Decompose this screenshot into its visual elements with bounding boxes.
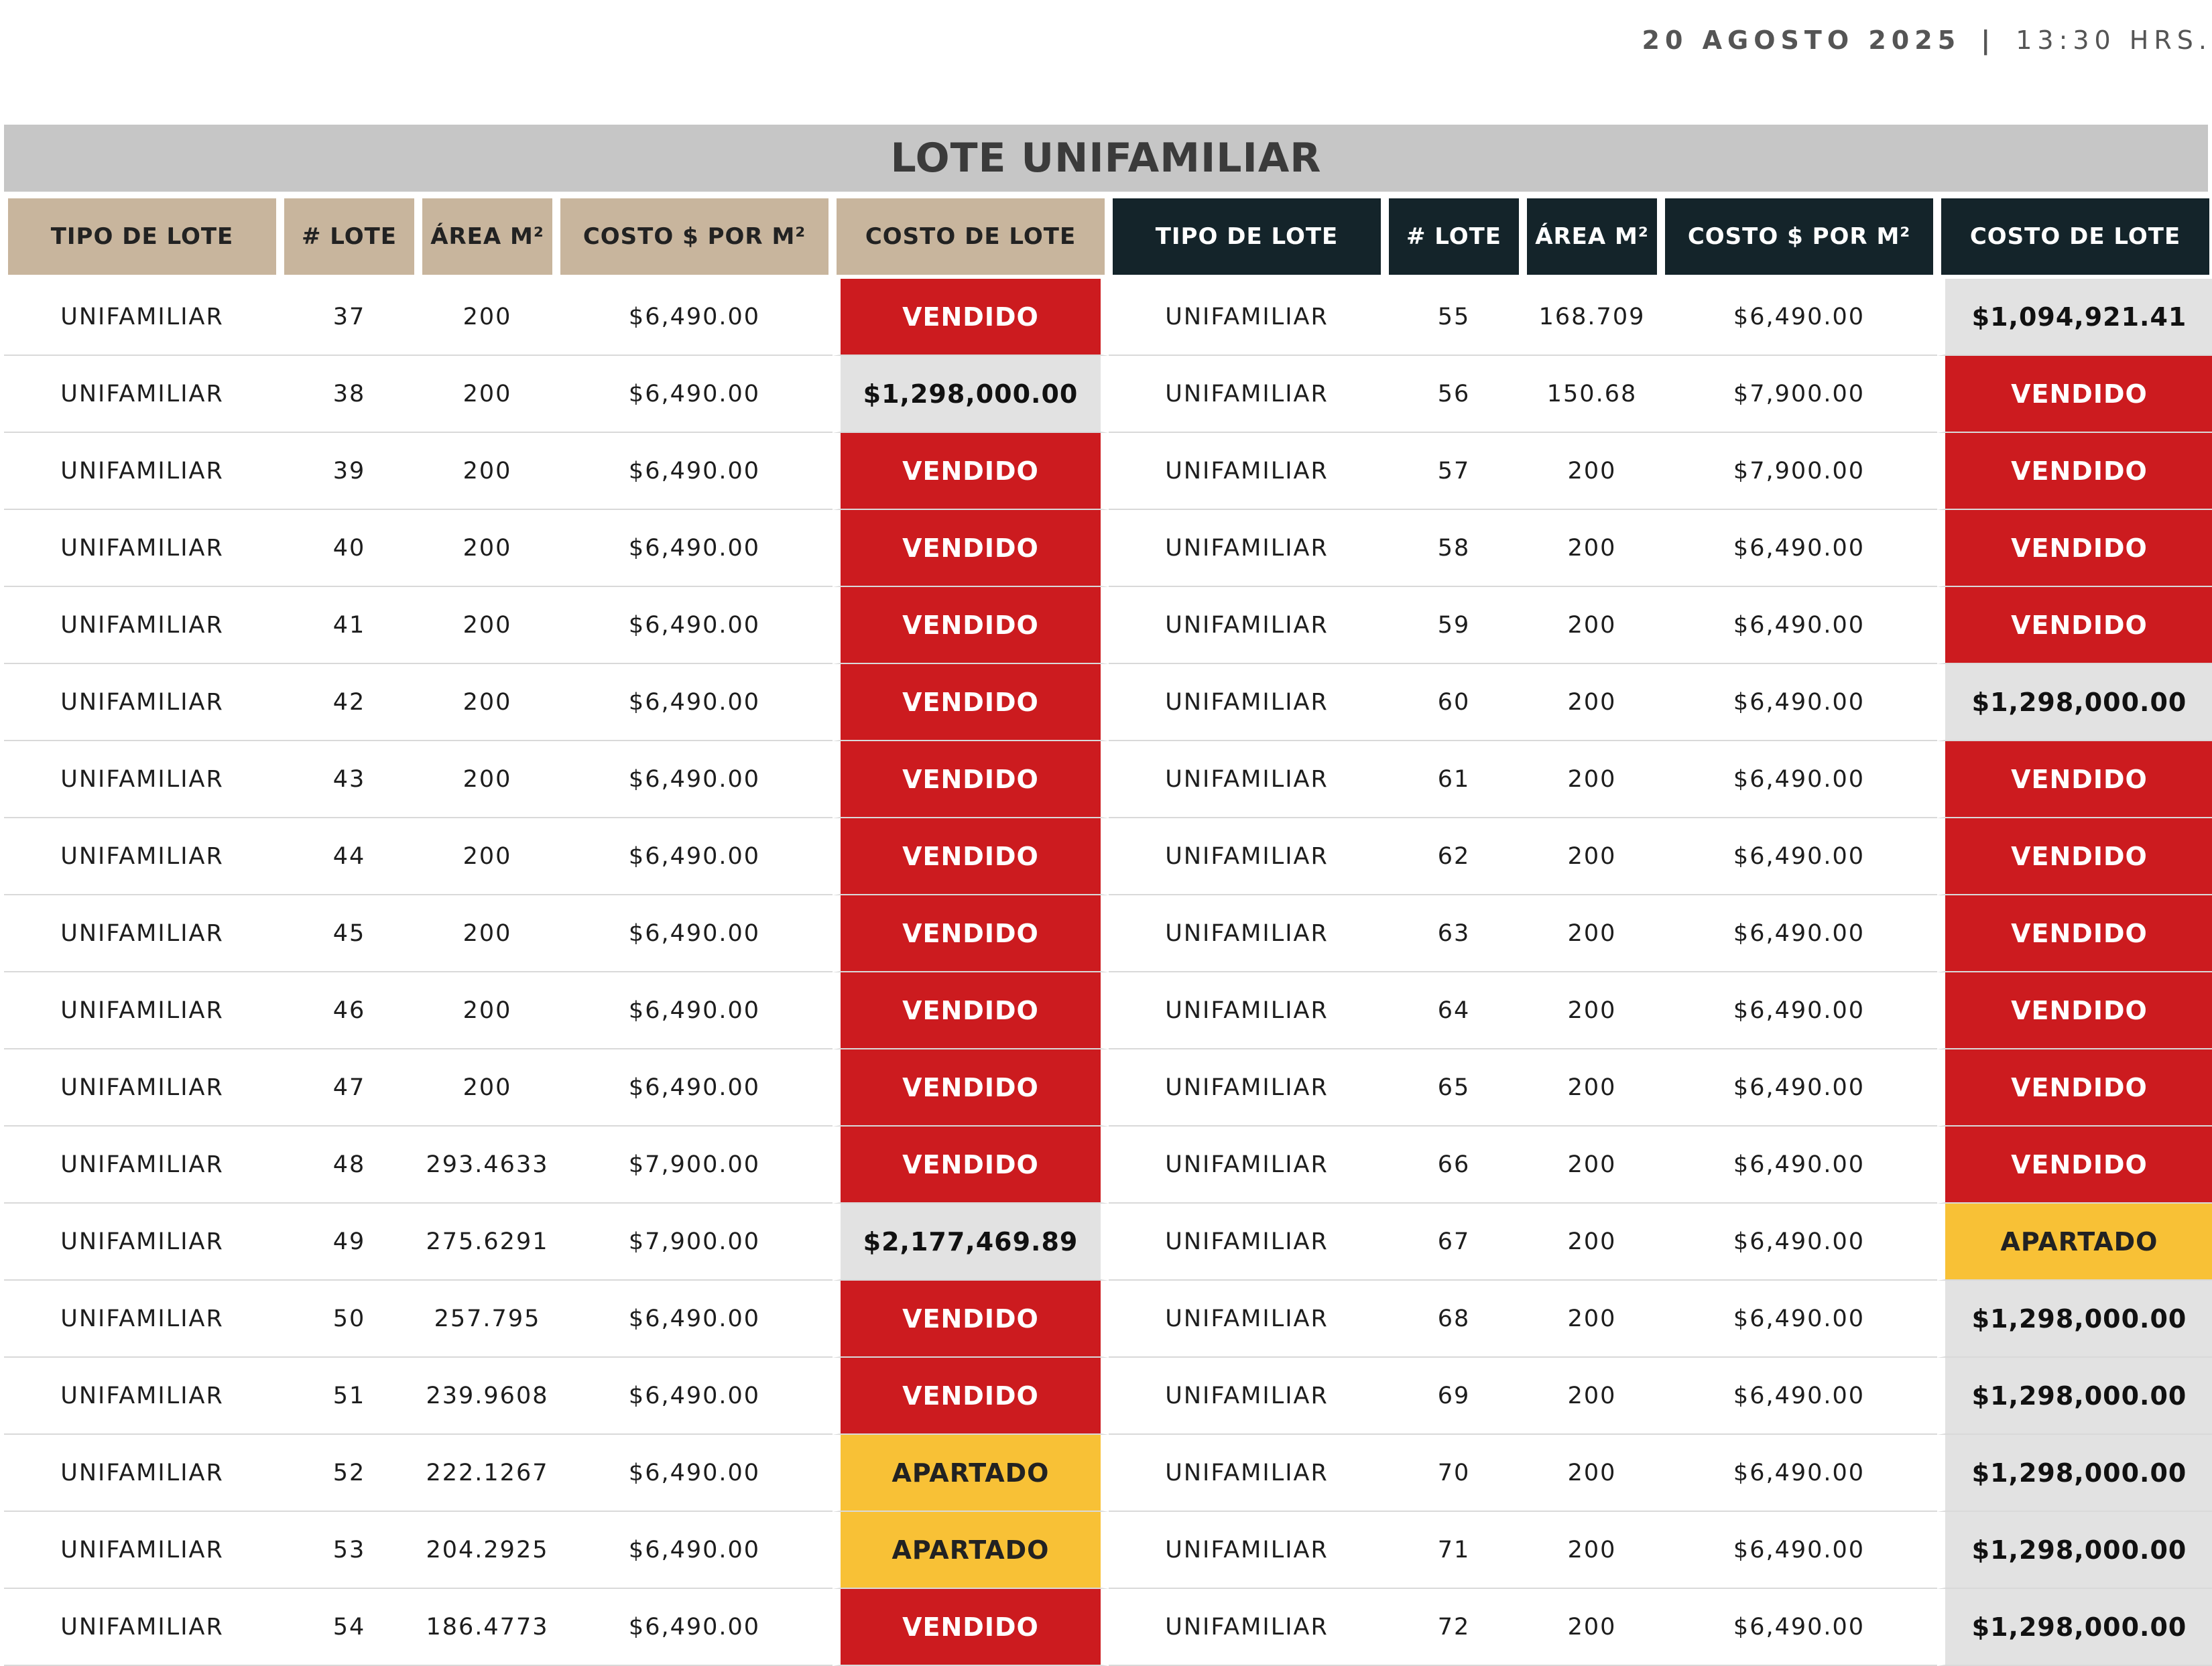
lot-area-cell: 200 bbox=[1523, 1589, 1661, 1666]
lot-area-cell: 150.68 bbox=[1523, 356, 1661, 433]
lot-price-status-cell: VENDIDO bbox=[833, 510, 1109, 587]
price-per-m2-cell: $6,490.00 bbox=[556, 1512, 833, 1589]
lot-type-cell: UNIFAMILIAR bbox=[4, 510, 280, 587]
lot-area-cell: 200 bbox=[418, 1049, 556, 1127]
lot-area-cell: 204.2925 bbox=[418, 1512, 556, 1589]
price-per-m2-cell: $6,490.00 bbox=[1661, 818, 1937, 895]
lot-price-status-cell: $1,298,000.00 bbox=[833, 356, 1109, 433]
lot-price-status-cell: VENDIDO bbox=[1937, 741, 2212, 818]
lot-type-cell: UNIFAMILIAR bbox=[1109, 433, 1385, 510]
lot-number-cell: 72 bbox=[1385, 1589, 1523, 1666]
price-per-m2-cell: $6,490.00 bbox=[1661, 510, 1937, 587]
lot-price-status-cell: APARTADO bbox=[833, 1435, 1109, 1512]
lot-type-cell: UNIFAMILIAR bbox=[4, 1435, 280, 1512]
lot-number-cell: 55 bbox=[1385, 279, 1523, 356]
table-row bbox=[4, 1589, 2212, 1666]
lot-number-cell: 39 bbox=[280, 433, 418, 510]
table-row bbox=[4, 1127, 2212, 1204]
price-per-m2-cell: $6,490.00 bbox=[556, 1435, 833, 1512]
price-per-m2-cell: $6,490.00 bbox=[556, 356, 833, 433]
lot-type-cell: UNIFAMILIAR bbox=[4, 1281, 280, 1358]
column-header-lote: # LOTE bbox=[1385, 192, 1523, 279]
column-header-lote: # LOTE bbox=[280, 192, 418, 279]
lot-number-cell: 48 bbox=[280, 1127, 418, 1204]
lot-number-cell: 51 bbox=[280, 1358, 418, 1435]
table-row bbox=[4, 1281, 2212, 1358]
lot-type-cell: UNIFAMILIAR bbox=[4, 895, 280, 972]
column-header-area: ÁREA M² bbox=[1523, 192, 1661, 279]
lot-number-cell: 50 bbox=[280, 1281, 418, 1358]
lot-price-status-cell: VENDIDO bbox=[1937, 356, 2212, 433]
lot-price-status-cell: VENDIDO bbox=[1937, 1049, 2212, 1127]
lot-area-cell: 200 bbox=[418, 510, 556, 587]
lot-price-status-cell: VENDIDO bbox=[1937, 818, 2212, 895]
lot-number-cell: 59 bbox=[1385, 587, 1523, 664]
price-per-m2-cell: $6,490.00 bbox=[1661, 1049, 1937, 1127]
lot-area-cell: 200 bbox=[418, 818, 556, 895]
lot-area-cell: 200 bbox=[1523, 1435, 1661, 1512]
lot-number-cell: 68 bbox=[1385, 1281, 1523, 1358]
lot-area-cell: 222.1267 bbox=[418, 1435, 556, 1512]
lot-number-cell: 53 bbox=[280, 1512, 418, 1589]
page-title: LOTE UNIFAMILIAR bbox=[4, 125, 2208, 192]
lot-type-cell: UNIFAMILIAR bbox=[1109, 818, 1385, 895]
lot-type-cell: UNIFAMILIAR bbox=[1109, 1127, 1385, 1204]
lot-number-cell: 64 bbox=[1385, 972, 1523, 1049]
lot-price-status-cell: VENDIDO bbox=[833, 1049, 1109, 1127]
column-header-tipo: TIPO DE LOTE bbox=[4, 192, 280, 279]
lot-area-cell: 200 bbox=[418, 664, 556, 741]
table-row bbox=[4, 972, 2212, 1049]
price-per-m2-cell: $6,490.00 bbox=[556, 587, 833, 664]
lot-type-cell: UNIFAMILIAR bbox=[1109, 1049, 1385, 1127]
column-header-area: ÁREA M² bbox=[418, 192, 556, 279]
lot-type-cell: UNIFAMILIAR bbox=[1109, 587, 1385, 664]
lot-price-status-cell: $1,298,000.00 bbox=[1937, 1512, 2212, 1589]
lot-area-cell: 200 bbox=[418, 972, 556, 1049]
price-per-m2-cell: $6,490.00 bbox=[1661, 1589, 1937, 1666]
lot-number-cell: 52 bbox=[280, 1435, 418, 1512]
lot-type-cell: UNIFAMILIAR bbox=[4, 741, 280, 818]
lot-type-cell: UNIFAMILIAR bbox=[1109, 1358, 1385, 1435]
price-per-m2-cell: $6,490.00 bbox=[1661, 1358, 1937, 1435]
lot-area-cell: 200 bbox=[1523, 1281, 1661, 1358]
lot-type-cell: UNIFAMILIAR bbox=[4, 1512, 280, 1589]
lot-price-status-cell: VENDIDO bbox=[833, 587, 1109, 664]
lot-type-cell: UNIFAMILIAR bbox=[4, 433, 280, 510]
lot-price-status-cell: VENDIDO bbox=[1937, 433, 2212, 510]
lot-number-cell: 58 bbox=[1385, 510, 1523, 587]
lot-type-cell: UNIFAMILIAR bbox=[1109, 895, 1385, 972]
price-list bbox=[4, 125, 2208, 1666]
lot-number-cell: 57 bbox=[1385, 433, 1523, 510]
table-row bbox=[4, 1358, 2212, 1435]
lot-type-cell: UNIFAMILIAR bbox=[1109, 1512, 1385, 1589]
lot-number-cell: 66 bbox=[1385, 1127, 1523, 1204]
lot-price-status-cell: VENDIDO bbox=[833, 1127, 1109, 1204]
lot-area-cell: 168.709 bbox=[1523, 279, 1661, 356]
lot-area-cell: 200 bbox=[1523, 1358, 1661, 1435]
lot-number-cell: 37 bbox=[280, 279, 418, 356]
lot-price-status-cell: VENDIDO bbox=[833, 1358, 1109, 1435]
lot-number-cell: 67 bbox=[1385, 1204, 1523, 1281]
lot-price-status-cell: VENDIDO bbox=[833, 664, 1109, 741]
lot-price-status-cell: VENDIDO bbox=[833, 1281, 1109, 1358]
price-per-m2-cell: $6,490.00 bbox=[1661, 1512, 1937, 1589]
lot-area-cell: 200 bbox=[1523, 664, 1661, 741]
lot-price-status-cell: VENDIDO bbox=[833, 895, 1109, 972]
lot-area-cell: 200 bbox=[418, 895, 556, 972]
lot-number-cell: 43 bbox=[280, 741, 418, 818]
lot-number-cell: 71 bbox=[1385, 1512, 1523, 1589]
lot-type-cell: UNIFAMILIAR bbox=[4, 587, 280, 664]
table-row bbox=[4, 1204, 2212, 1281]
lot-type-cell: UNIFAMILIAR bbox=[1109, 741, 1385, 818]
lot-type-cell: UNIFAMILIAR bbox=[1109, 1435, 1385, 1512]
lot-number-cell: 56 bbox=[1385, 356, 1523, 433]
lot-price-status-cell: APARTADO bbox=[1937, 1204, 2212, 1281]
lot-type-cell: UNIFAMILIAR bbox=[4, 1127, 280, 1204]
price-per-m2-cell: $6,490.00 bbox=[556, 510, 833, 587]
lot-number-cell: 45 bbox=[280, 895, 418, 972]
lot-price-status-cell: VENDIDO bbox=[833, 972, 1109, 1049]
lot-price-status-cell: VENDIDO bbox=[1937, 895, 2212, 972]
table-row bbox=[4, 279, 2212, 356]
lot-area-cell: 200 bbox=[1523, 972, 1661, 1049]
price-per-m2-cell: $6,490.00 bbox=[556, 741, 833, 818]
table-row bbox=[4, 895, 2212, 972]
column-header-costo-lote: COSTO DE LOTE bbox=[833, 192, 1109, 279]
price-per-m2-cell: $7,900.00 bbox=[556, 1204, 833, 1281]
lots-table bbox=[4, 192, 2212, 1666]
lot-area-cell: 275.6291 bbox=[418, 1204, 556, 1281]
report-time: 13:30 HRS. bbox=[2016, 25, 2212, 55]
price-per-m2-cell: $6,490.00 bbox=[556, 664, 833, 741]
table-row bbox=[4, 1512, 2212, 1589]
lot-price-status-cell: APARTADO bbox=[833, 1512, 1109, 1589]
lot-number-cell: 40 bbox=[280, 510, 418, 587]
lot-type-cell: UNIFAMILIAR bbox=[4, 1358, 280, 1435]
lot-type-cell: UNIFAMILIAR bbox=[1109, 356, 1385, 433]
lot-number-cell: 42 bbox=[280, 664, 418, 741]
lot-price-status-cell: VENDIDO bbox=[1937, 1127, 2212, 1204]
lot-number-cell: 47 bbox=[280, 1049, 418, 1127]
price-per-m2-cell: $6,490.00 bbox=[1661, 1435, 1937, 1512]
lot-number-cell: 41 bbox=[280, 587, 418, 664]
table-row bbox=[4, 510, 2212, 587]
lot-area-cell: 200 bbox=[1523, 818, 1661, 895]
table-header-row bbox=[4, 192, 2212, 279]
table-row bbox=[4, 1049, 2212, 1127]
lot-area-cell: 257.795 bbox=[418, 1281, 556, 1358]
lot-number-cell: 63 bbox=[1385, 895, 1523, 972]
lot-price-status-cell: VENDIDO bbox=[1937, 587, 2212, 664]
lot-type-cell: UNIFAMILIAR bbox=[1109, 1281, 1385, 1358]
lot-number-cell: 70 bbox=[1385, 1435, 1523, 1512]
lot-number-cell: 46 bbox=[280, 972, 418, 1049]
lot-number-cell: 60 bbox=[1385, 664, 1523, 741]
lot-area-cell: 186.4773 bbox=[418, 1589, 556, 1666]
price-per-m2-cell: $7,900.00 bbox=[1661, 356, 1937, 433]
lot-price-status-cell: VENDIDO bbox=[833, 1589, 1109, 1666]
lot-price-status-cell: VENDIDO bbox=[833, 741, 1109, 818]
price-per-m2-cell: $6,490.00 bbox=[556, 1281, 833, 1358]
report-date: 20 AGOSTO 2025 bbox=[1642, 25, 1961, 55]
price-per-m2-cell: $6,490.00 bbox=[556, 1049, 833, 1127]
lot-type-cell: UNIFAMILIAR bbox=[4, 664, 280, 741]
price-per-m2-cell: $6,490.00 bbox=[1661, 1204, 1937, 1281]
price-per-m2-cell: $6,490.00 bbox=[1661, 279, 1937, 356]
lot-number-cell: 65 bbox=[1385, 1049, 1523, 1127]
price-per-m2-cell: $6,490.00 bbox=[1661, 972, 1937, 1049]
table-row bbox=[4, 587, 2212, 664]
lot-price-status-cell: $1,298,000.00 bbox=[1937, 664, 2212, 741]
lot-area-cell: 200 bbox=[1523, 741, 1661, 818]
lot-area-cell: 200 bbox=[1523, 1127, 1661, 1204]
lot-price-status-cell: $2,177,469.89 bbox=[833, 1204, 1109, 1281]
lot-area-cell: 200 bbox=[418, 587, 556, 664]
lot-price-status-cell: $1,298,000.00 bbox=[1937, 1281, 2212, 1358]
lot-type-cell: UNIFAMILIAR bbox=[4, 1589, 280, 1666]
lot-type-cell: UNIFAMILIAR bbox=[1109, 972, 1385, 1049]
lot-number-cell: 62 bbox=[1385, 818, 1523, 895]
table-row bbox=[4, 741, 2212, 818]
lot-price-status-cell: $1,298,000.00 bbox=[1937, 1589, 2212, 1666]
lot-area-cell: 293.4633 bbox=[418, 1127, 556, 1204]
lot-type-cell: UNIFAMILIAR bbox=[4, 1204, 280, 1281]
table-row bbox=[4, 433, 2212, 510]
lot-number-cell: 69 bbox=[1385, 1358, 1523, 1435]
lot-type-cell: UNIFAMILIAR bbox=[4, 279, 280, 356]
price-per-m2-cell: $6,490.00 bbox=[556, 972, 833, 1049]
lot-area-cell: 200 bbox=[1523, 1049, 1661, 1127]
timestamp-separator: | bbox=[1981, 25, 1996, 55]
column-header-costo-lote: COSTO DE LOTE bbox=[1937, 192, 2212, 279]
column-header-costo-m2: COSTO $ POR M² bbox=[556, 192, 833, 279]
column-header-costo-m2: COSTO $ POR M² bbox=[1661, 192, 1937, 279]
lot-area-cell: 200 bbox=[1523, 895, 1661, 972]
timestamp bbox=[1642, 25, 2212, 55]
price-per-m2-cell: $6,490.00 bbox=[556, 1358, 833, 1435]
lot-type-cell: UNIFAMILIAR bbox=[1109, 510, 1385, 587]
price-per-m2-cell: $7,900.00 bbox=[556, 1127, 833, 1204]
lot-price-status-cell: $1,298,000.00 bbox=[1937, 1358, 2212, 1435]
lot-type-cell: UNIFAMILIAR bbox=[4, 356, 280, 433]
lot-area-cell: 239.9608 bbox=[418, 1358, 556, 1435]
table-row bbox=[4, 818, 2212, 895]
lot-number-cell: 44 bbox=[280, 818, 418, 895]
table-row bbox=[4, 664, 2212, 741]
price-per-m2-cell: $6,490.00 bbox=[1661, 1281, 1937, 1358]
price-per-m2-cell: $6,490.00 bbox=[556, 818, 833, 895]
lot-price-status-cell: $1,094,921.41 bbox=[1937, 279, 2212, 356]
price-per-m2-cell: $6,490.00 bbox=[1661, 1127, 1937, 1204]
lot-area-cell: 200 bbox=[1523, 433, 1661, 510]
lot-number-cell: 54 bbox=[280, 1589, 418, 1666]
price-per-m2-cell: $6,490.00 bbox=[1661, 587, 1937, 664]
lot-area-cell: 200 bbox=[1523, 1204, 1661, 1281]
price-per-m2-cell: $7,900.00 bbox=[1661, 433, 1937, 510]
lot-area-cell: 200 bbox=[418, 279, 556, 356]
lot-price-status-cell: VENDIDO bbox=[833, 433, 1109, 510]
lot-area-cell: 200 bbox=[418, 433, 556, 510]
lot-number-cell: 49 bbox=[280, 1204, 418, 1281]
lot-price-status-cell: $1,298,000.00 bbox=[1937, 1435, 2212, 1512]
price-per-m2-cell: $6,490.00 bbox=[1661, 741, 1937, 818]
lot-type-cell: UNIFAMILIAR bbox=[1109, 1589, 1385, 1666]
price-per-m2-cell: $6,490.00 bbox=[1661, 895, 1937, 972]
lot-price-status-cell: VENDIDO bbox=[833, 279, 1109, 356]
lot-type-cell: UNIFAMILIAR bbox=[1109, 664, 1385, 741]
price-per-m2-cell: $6,490.00 bbox=[556, 1589, 833, 1666]
price-per-m2-cell: $6,490.00 bbox=[556, 433, 833, 510]
lot-type-cell: UNIFAMILIAR bbox=[1109, 1204, 1385, 1281]
lot-number-cell: 61 bbox=[1385, 741, 1523, 818]
price-per-m2-cell: $6,490.00 bbox=[1661, 664, 1937, 741]
lot-area-cell: 200 bbox=[418, 741, 556, 818]
lot-price-status-cell: VENDIDO bbox=[833, 818, 1109, 895]
price-per-m2-cell: $6,490.00 bbox=[556, 279, 833, 356]
lot-price-status-cell: VENDIDO bbox=[1937, 972, 2212, 1049]
lot-area-cell: 200 bbox=[1523, 510, 1661, 587]
lot-area-cell: 200 bbox=[1523, 587, 1661, 664]
lot-number-cell: 38 bbox=[280, 356, 418, 433]
lot-type-cell: UNIFAMILIAR bbox=[4, 972, 280, 1049]
table-row bbox=[4, 356, 2212, 433]
lot-type-cell: UNIFAMILIAR bbox=[4, 818, 280, 895]
table-row bbox=[4, 1435, 2212, 1512]
lot-area-cell: 200 bbox=[418, 356, 556, 433]
lot-type-cell: UNIFAMILIAR bbox=[1109, 279, 1385, 356]
lot-type-cell: UNIFAMILIAR bbox=[4, 1049, 280, 1127]
lot-price-status-cell: VENDIDO bbox=[1937, 510, 2212, 587]
price-per-m2-cell: $6,490.00 bbox=[556, 895, 833, 972]
column-header-tipo: TIPO DE LOTE bbox=[1109, 192, 1385, 279]
lot-area-cell: 200 bbox=[1523, 1512, 1661, 1589]
